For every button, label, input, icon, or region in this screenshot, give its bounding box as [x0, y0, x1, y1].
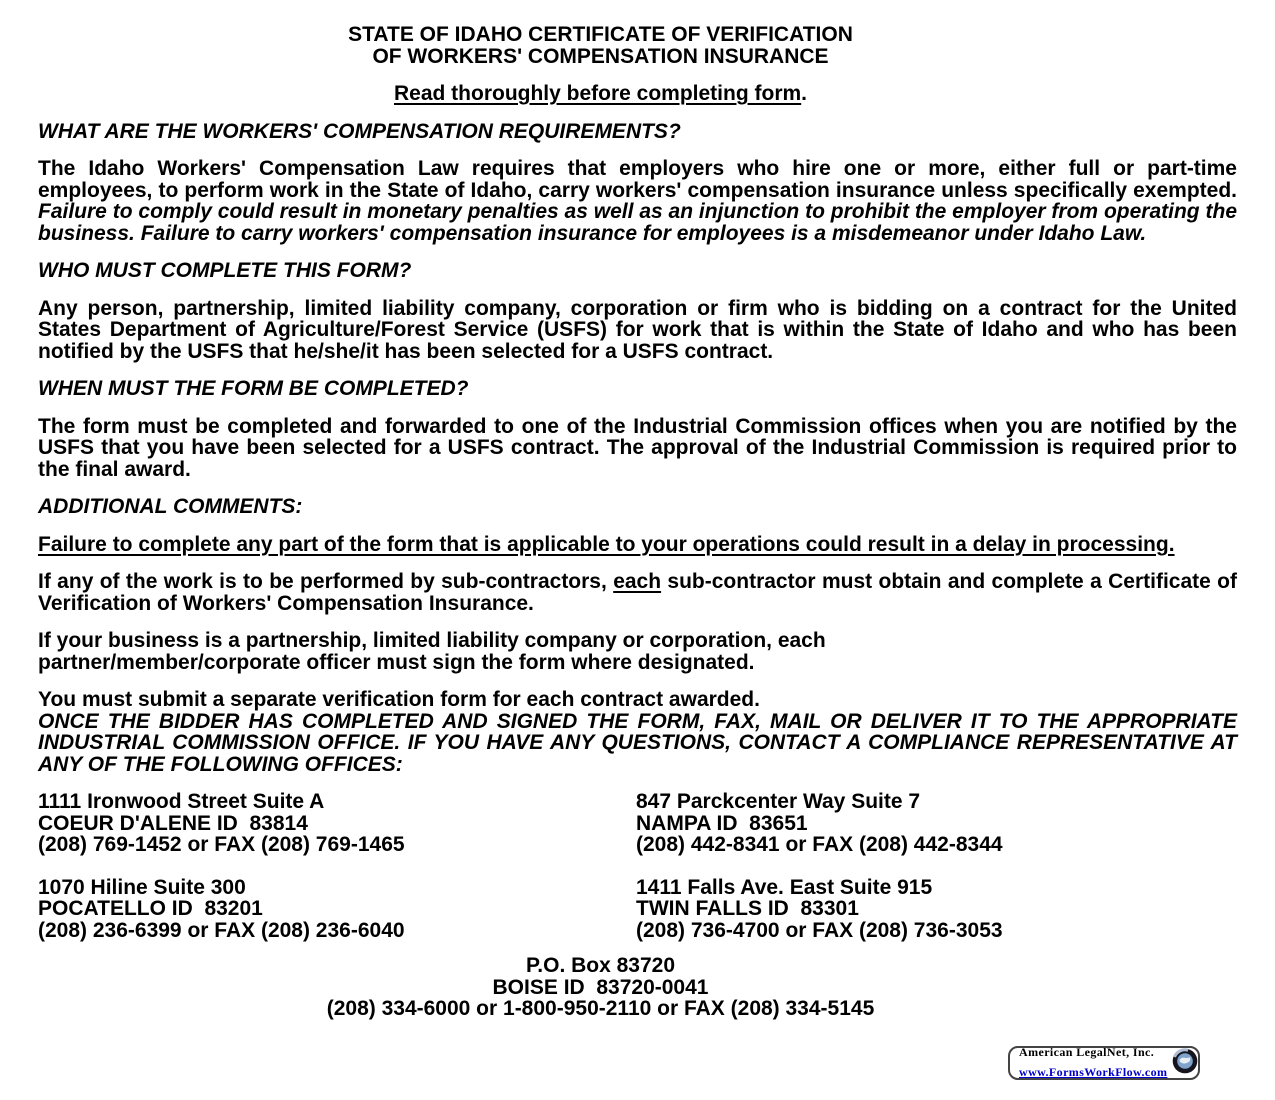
office-nampa	[636, 791, 1237, 856]
legalnet-logo	[1008, 1046, 1200, 1080]
office-coeur-dalene	[38, 791, 636, 856]
read-notice	[38, 83, 1237, 105]
subcontractors-text-before: If any of the work is to be performed by sub-contractors,	[38, 570, 614, 593]
title-line-1: STATE OF IDAHO CERTIFICATE OF VERIFICATION	[348, 23, 853, 46]
office-street: 1111 Ironwood Street Suite A	[38, 790, 325, 813]
heading-who-must-complete: WHO MUST COMPLETE THIS FORM?	[38, 259, 412, 282]
title-line-2: OF WORKERS' COMPENSATION INSURANCE	[372, 44, 829, 68]
boise-phone: (208) 334-6000 or 1-800-950-2110 or FAX (208) 334-5145	[326, 997, 875, 1020]
heading-requirements: WHAT ARE THE WORKERS' COMPENSATION REQUIREMENTS?	[38, 119, 681, 143]
legalnet-company: American LegalNet, Inc.	[1019, 1044, 1155, 1059]
office-city: TWIN FALLS ID 83301	[636, 897, 859, 920]
requirements-text-normal: The Idaho Workers' Compensation Law requires that employers who hire one or more, either full or part-time employees, to perform work in the State of Idaho, carry workers' compensation insurance unless specifically exempted.	[38, 157, 1237, 202]
paragraph-delay-warning: Failure to complete any part of the form that is applicable to your operations could result in a delay in processing.	[38, 532, 1175, 556]
globe-icon	[1172, 1048, 1198, 1079]
office-pocatello	[38, 877, 636, 942]
paragraph-submission-instructions	[38, 689, 1237, 775]
office-city: POCATELLO ID 83201	[38, 897, 263, 920]
office-phone: (208) 736-4700 or FAX (208) 736-3053	[636, 918, 1003, 942]
document-title	[38, 24, 1237, 67]
office-street: 1411 Falls Ave. East Suite 915	[636, 875, 933, 899]
partnership-line-1: If your business is a partnership, limited liability company or corporation, each	[38, 629, 826, 652]
fax-mail-deliver-text: ONCE THE BIDDER HAS COMPLETED AND SIGNED THE FORM, FAX, MAIL OR DELIVER IT TO THE APPROPRIATE INDUSTRIAL COMMISSION OFFICE. IF YOU HAVE ANY QUESTIONS, CONTACT A COMPLIANCE REPRESENTATIVE AT ANY OF THE FOLLOWING OFFICES:	[38, 709, 1237, 776]
paragraph-subcontractors	[38, 571, 1237, 614]
separate-form-line: You must submit a separate verification form for each contract awarded.	[38, 688, 760, 711]
paragraph-partnership	[38, 630, 1237, 673]
boise-po-box: P.O. Box 83720	[525, 954, 676, 977]
read-notice-text: Read thoroughly before completing form	[393, 82, 802, 105]
heading-additional-comments: ADDITIONAL COMMENTS:	[38, 495, 303, 518]
requirements-text-italic: Failure to comply could result in monetary penalties as well as an injunction to prohibit the employer from operating the business. Failure to carry workers' compensation insurance for employees is a misdemeanor under Idaho Law.	[38, 200, 1237, 245]
paragraph-when-completed: The form must be completed and forwarded to one of the Industrial Commission offices when you are notified by the USFS that you have been selected for a USFS contract. The approval of the Industrial Commission is required prior to the final award.	[38, 414, 1237, 481]
read-notice-period: .	[801, 82, 808, 105]
office-city: NAMPA ID 83651	[636, 811, 808, 835]
office-twin-falls	[636, 877, 1237, 942]
office-street: 847 Parckcenter Way Suite 7	[636, 790, 921, 813]
office-city: COEUR D'ALENE ID 83814	[38, 811, 308, 835]
subcontractors-text-each: each	[613, 570, 662, 593]
office-phone: (208) 236-6399 or FAX (208) 236-6040	[38, 918, 405, 942]
paragraph-who-must-complete: Any person, partnership, limited liability company, corporation or firm who is bidding on a contract for the United States Department of Agriculture/Forest Service (USFS) for work that is within the State of Idaho and who has been notified by the USFS that he/she/it has been selected for a USFS contract.	[38, 296, 1237, 363]
paragraph-requirements	[38, 158, 1237, 244]
subcontractors-text-after: sub-contractor must obtain and complete a Certificate of Verification of Workers' Compensation Insurance.	[38, 570, 1238, 615]
office-street: 1070 Hiline Suite 300	[38, 875, 246, 899]
legalnet-text-block	[1019, 1046, 1167, 1081]
legalnet-website-link[interactable]: www.FormsWorkFlow.com	[1019, 1064, 1168, 1079]
boise-city: BOISE ID 83720-0041	[492, 975, 709, 999]
partnership-line-2: partner/member/corporate officer must sign the form where designated.	[38, 650, 755, 674]
heading-when-completed: WHEN MUST THE FORM BE COMPLETED?	[38, 377, 469, 400]
office-boise-main	[38, 955, 1237, 1020]
office-phone: (208) 442-8341 or FAX (208) 442-8344	[636, 833, 1003, 856]
office-list	[38, 791, 1237, 941]
office-phone: (208) 769-1452 or FAX (208) 769-1465	[38, 833, 405, 856]
